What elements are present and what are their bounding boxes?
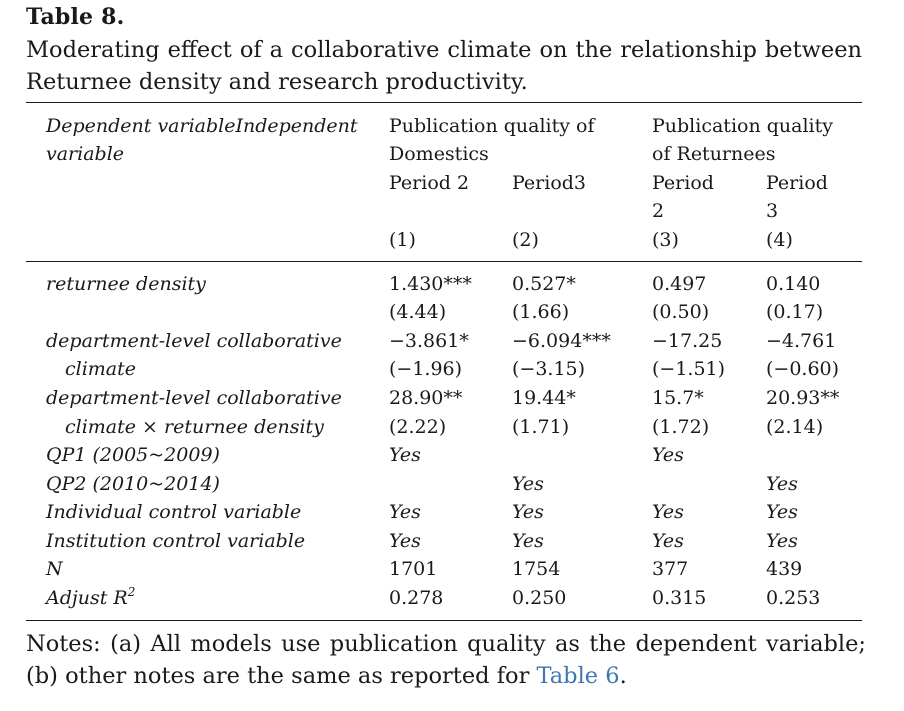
header-col1-number: (1) bbox=[389, 229, 416, 251]
bottom-rule bbox=[26, 620, 862, 621]
row-climate-t1: (−1.96) bbox=[389, 358, 463, 380]
header-col3-period-b: 2 bbox=[652, 200, 665, 222]
row-interaction-t4: (2.14) bbox=[766, 416, 824, 438]
row-climate-label-line1: department-level collaborative bbox=[46, 330, 342, 352]
row-n-c3: 377 bbox=[652, 558, 689, 580]
header-col2-number: (2) bbox=[512, 229, 539, 251]
row-interaction-t1: (2.22) bbox=[389, 416, 447, 438]
row-individual-label: Individual control variable bbox=[46, 501, 302, 523]
table-caption-label: Table 8. bbox=[26, 4, 125, 30]
row-n-label: N bbox=[46, 558, 63, 580]
header-col3-number: (3) bbox=[652, 229, 679, 251]
row-returnee-density-label: returnee density bbox=[46, 273, 206, 295]
row-interaction-t2: (1.71) bbox=[512, 416, 570, 438]
header-col3-period-a: Period bbox=[652, 172, 714, 194]
row-returnee-density-c4: 0.140 bbox=[766, 273, 821, 295]
row-interaction-c3: 15.7* bbox=[652, 387, 704, 409]
row-interaction-label-line2: climate × returnee density bbox=[65, 416, 324, 438]
row-n-c1: 1701 bbox=[389, 558, 438, 580]
row-climate-c2: −6.094*** bbox=[512, 330, 611, 352]
row-returnee-density-t1: (4.44) bbox=[389, 301, 447, 323]
table-notes-text: Notes: (a) All models use publication quality as the dependent variable; (b) other notes are the same as reported for bbox=[26, 631, 866, 689]
header-col2-period: Period3 bbox=[512, 172, 587, 194]
row-adjr2-label-text: Adjust R bbox=[46, 587, 128, 609]
row-returnee-density-c2: 0.527* bbox=[512, 273, 576, 295]
row-returnee-density-t2: (1.66) bbox=[512, 301, 570, 323]
header-col1-period: Period 2 bbox=[389, 172, 470, 194]
header-group2-line2: of Returnees bbox=[652, 143, 776, 165]
row-institution-label: Institution control variable bbox=[46, 530, 306, 552]
row-individual-c4: Yes bbox=[766, 501, 798, 523]
row-returnee-density-c1: 1.430*** bbox=[389, 273, 472, 295]
row-interaction-label-line1: department-level collaborative bbox=[46, 387, 342, 409]
table-6-link[interactable]: Table 6 bbox=[536, 663, 620, 689]
row-institution-c1: Yes bbox=[389, 530, 421, 552]
row-qp1-c3: Yes bbox=[652, 444, 684, 466]
row-climate-c4: −4.761 bbox=[766, 330, 837, 352]
row-institution-c4: Yes bbox=[766, 530, 798, 552]
row-qp2-c4: Yes bbox=[766, 473, 798, 495]
row-institution-c3: Yes bbox=[652, 530, 684, 552]
row-institution-c2: Yes bbox=[512, 530, 544, 552]
table-caption-title: Moderating effect of a collaborative climate on the relationship between Returnee density and research productivity. bbox=[26, 37, 862, 95]
row-interaction-c4: 20.93** bbox=[766, 387, 840, 409]
row-adjr2-c3: 0.315 bbox=[652, 587, 707, 609]
header-group1-line1: Publication quality of bbox=[389, 115, 595, 137]
row-adjr2-c2: 0.250 bbox=[512, 587, 567, 609]
header-rule bbox=[26, 261, 862, 262]
table-notes bbox=[26, 628, 866, 692]
row-returnee-density-t4: (0.17) bbox=[766, 301, 824, 323]
header-group1-line2: Domestics bbox=[389, 143, 489, 165]
top-rule bbox=[26, 102, 862, 103]
row-qp2-label: QP2 (2010~2014) bbox=[46, 473, 220, 495]
row-adjr2-label bbox=[46, 584, 135, 612]
header-stub-line2: variable bbox=[46, 143, 125, 165]
row-individual-c2: Yes bbox=[512, 501, 544, 523]
row-climate-c3: −17.25 bbox=[652, 330, 723, 352]
row-individual-c1: Yes bbox=[389, 501, 421, 523]
row-returnee-density-c3: 0.497 bbox=[652, 273, 707, 295]
row-adjr2-label-superscript: 2 bbox=[127, 585, 136, 599]
row-individual-c3: Yes bbox=[652, 501, 684, 523]
row-qp1-c1: Yes bbox=[389, 444, 421, 466]
row-climate-label-line2: climate bbox=[65, 358, 137, 380]
row-interaction-c1: 28.90** bbox=[389, 387, 463, 409]
header-col4-period-b: 3 bbox=[766, 200, 779, 222]
row-n-c4: 439 bbox=[766, 558, 803, 580]
header-group2-line1: Publication quality bbox=[652, 115, 833, 137]
header-col4-number: (4) bbox=[766, 229, 793, 251]
header-stub-line1: Dependent variableIndependent bbox=[46, 115, 358, 137]
row-adjr2-c1: 0.278 bbox=[389, 587, 444, 609]
row-n-c2: 1754 bbox=[512, 558, 561, 580]
row-climate-t2: (−3.15) bbox=[512, 358, 586, 380]
row-returnee-density-t3: (0.50) bbox=[652, 301, 710, 323]
row-qp2-c2: Yes bbox=[512, 473, 544, 495]
row-interaction-t3: (1.72) bbox=[652, 416, 710, 438]
row-interaction-c2: 19.44* bbox=[512, 387, 576, 409]
row-adjr2-c4: 0.253 bbox=[766, 587, 821, 609]
row-climate-t4: (−0.60) bbox=[766, 358, 840, 380]
row-qp1-label: QP1 (2005~2009) bbox=[46, 444, 220, 466]
header-col4-period-a: Period bbox=[766, 172, 828, 194]
table-notes-end: . bbox=[619, 663, 627, 689]
row-climate-t3: (−1.51) bbox=[652, 358, 726, 380]
row-climate-c1: −3.861* bbox=[389, 330, 469, 352]
